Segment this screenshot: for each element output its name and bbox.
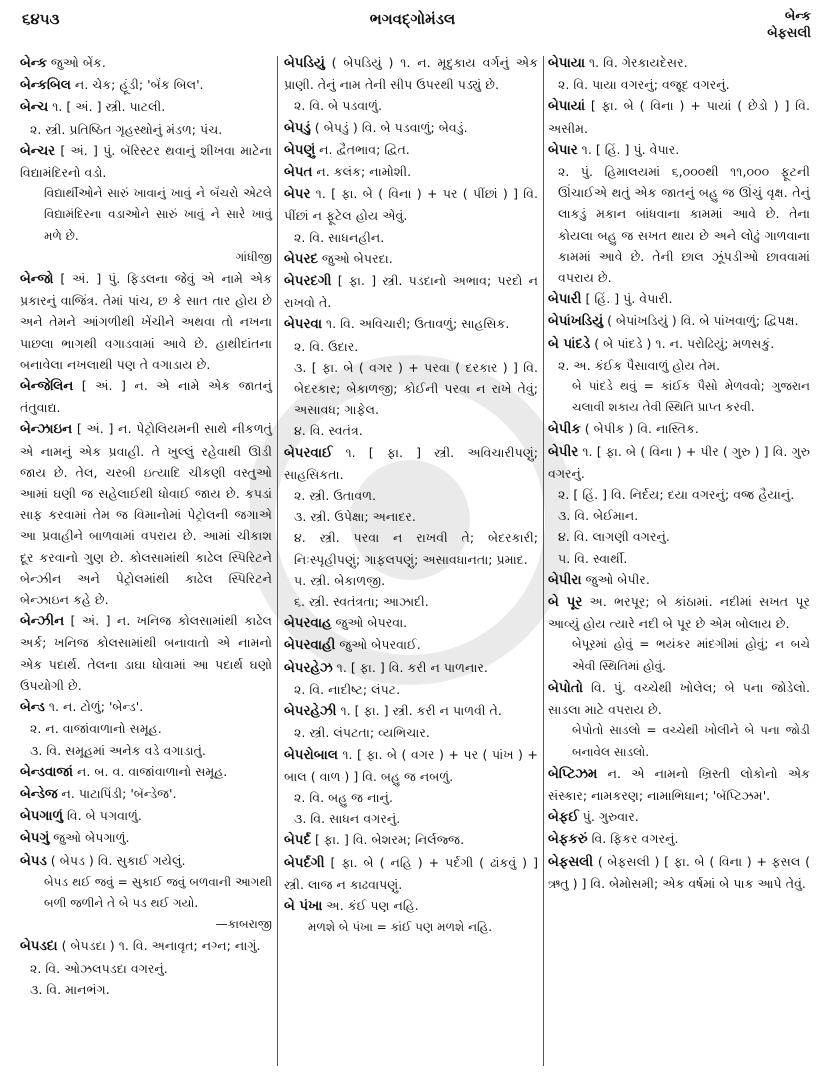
- headword: બેપરોબાલ: [284, 747, 338, 763]
- page-number: ૬૪૫૩: [22, 10, 60, 28]
- definition-text: ૧. [ હિં. ] પું. વેપાર.: [577, 141, 680, 157]
- headword: બેપરવાહી: [284, 638, 336, 654]
- definition-text: [ અં. ] ન. એ નામે એક જાતનું તંતુવાદ્ય.: [20, 378, 272, 416]
- sub-sense: [20, 740, 272, 761]
- dictionary-entry: [20, 610, 272, 696]
- dictionary-entry: [548, 569, 810, 591]
- definition-text: બેપડ થઈ જવું = સુકાઈ જવું બળવાની આગથી બળી જળીને તે બે પડ થઈ ગયો.: [44, 874, 272, 910]
- dictionary-entry: [284, 313, 538, 335]
- headword: બેપડિયું: [284, 56, 325, 71]
- headword: બેપત: [284, 165, 313, 181]
- sub-sense: [548, 74, 810, 95]
- definition-text: ૧. [ ફા. ] સ્ત્રી. અવિચારીપણું; સાહસિકતા.: [284, 444, 538, 482]
- dictionary-entry: [20, 850, 272, 872]
- dictionary-entry: [20, 140, 272, 183]
- headword: બેપાયા: [548, 56, 585, 71]
- definition-text: ૧. વિ. ગેરકાયદેસર.: [584, 55, 688, 70]
- quote-source: —કાબરાજી: [215, 917, 272, 932]
- definition-text: ન. બ. વ. વાજાંવાળાનો સમૂહ.: [73, 763, 228, 779]
- dictionary-entry: [284, 161, 538, 183]
- usage-example: [548, 720, 810, 762]
- column-divider: [277, 56, 278, 1066]
- dictionary-entry: [20, 74, 272, 96]
- headword: બેપીર: [548, 444, 579, 460]
- dictionary-entry: [284, 248, 538, 270]
- definition-text: ૨. વિ. બહુ જ નાનું.: [294, 789, 393, 805]
- definition-text: ૨. પું. હિમાલયમાં ૬,૦૦૦થી ૧૧,૦૦૦ ફૂટની ઊંચાઈએ થતું એક જાતનું બહુ જ ઊંચું વૃક્ષ. તેનું લાકડું મકાન બાંધવાના કામમાં આવે છે. તેના કોયલા બહુ જ સખત થાય છે અને લોઢું ગાળવાના કામમાં આવે છે. તેની છાલ ઝૂંપડીઓ છાવવામાં વપરાય છે.: [558, 164, 810, 286]
- dictionary-column-1: [20, 52, 272, 1000]
- headword: બેપીક: [548, 422, 581, 438]
- definition-text: અ. કંઈ પણ નહિ.: [322, 897, 419, 913]
- definition-text: ૧. [ ફા. ] સ્ત્રી. કરી ન પાળવી તે.: [336, 703, 502, 719]
- definition-text: વિદ્યાર્થીઓને સારું ખાવાનું ખાવું ને બૅંચરો એટલે વિદ્યામંદિરના વડાઓને સારું ખાવું ને સારે ખાવું મળે છે.: [44, 186, 272, 243]
- dictionary-entry: [548, 851, 810, 894]
- dictionary-entry: [548, 310, 810, 332]
- definition-text: ૨. સ્ત્રી. લંપટતા; વ્યભિચાર.: [294, 725, 430, 741]
- usage-example: [548, 634, 810, 676]
- definition-text: બેપોતો સાડલો = વચ્ચેથી ખોલીને બે પના જોડી બનાવેલ સાડલો.: [572, 723, 810, 759]
- dictionary-entry: [284, 270, 538, 313]
- headword: બેપડ: [20, 853, 47, 869]
- quote-source: ગાંધીજી: [235, 249, 272, 264]
- definition-text: [ ફા. ] વિ. બેશરમ; નિર્લજ્જ.: [310, 832, 465, 848]
- headword: બેન્ઝાઇન: [20, 422, 73, 438]
- sub-sense: [284, 420, 538, 441]
- dictionary-entry: [548, 52, 810, 74]
- headword: બેપર્દ: [284, 833, 311, 849]
- headword: બેપીરા: [548, 572, 582, 588]
- definition-text: ૩. વિ. માનભંગ.: [30, 981, 110, 997]
- definition-text: બે પાંદડે થવું = કાંઈક પૈસો મેળવવો; ગુજરાન ચલાવી શકાય તેવી સ્થિતિ પ્રાપ્ત કરવી.: [572, 379, 810, 415]
- definition-text: ન. પાટાપિંડી; 'બૅન્ડેજ'.: [57, 785, 177, 801]
- headword: બેન્જેલિન: [20, 379, 74, 395]
- dictionary-column-2: [284, 52, 538, 938]
- dictionary-entry: [284, 183, 538, 226]
- dictionary-entry: [284, 52, 538, 95]
- sub-sense: [548, 161, 810, 288]
- dictionary-entry: [20, 805, 272, 827]
- definition-text: ૧. [ ફા. બે ( વગર ) + પર ( પાંખ ) + બાલ ( વાળ ) ] વિ. બહુ જ નબળું.: [284, 746, 538, 784]
- sub-sense: [20, 718, 272, 739]
- dictionary-entry: [284, 442, 538, 485]
- headword: બેન્ચર: [20, 143, 56, 159]
- definition-text: અ. ભરપૂર; બે કાંઠામાં. નદીમાં સખત પૂર આવ્યું હોય ત્યારે નદી બે પૂર છે એમ બોલાય છે.: [548, 594, 810, 632]
- sub-sense: [548, 505, 810, 526]
- sub-sense: [284, 570, 538, 591]
- definition-text: વિ. પું. વચ્ચેથી ખોલેલ; બે પના જોડેલો. સાડલા માટે વપરાય છે.: [548, 679, 810, 718]
- definition-text: [ ફા. બે ( વિના ) + પાયાં ( છેડો ) ] વિ. અસીમ.: [548, 98, 810, 136]
- dictionary-entry: [20, 696, 272, 718]
- headword: બેન્ચ: [20, 100, 49, 116]
- dictionary-entry: [548, 763, 810, 806]
- definition-text: ૧. [ અં. ] સ્ત્રી. પાટલી.: [48, 99, 166, 115]
- definition-text: ૩. [ ફા. બે ( વગર ) + પરવા ( દરકાર ) ] વિ. બેદરકાર; બેકાળજી; કોઈની પરવા ન રાખે તેવું; અસાવધ; ગાફેલ.: [294, 359, 538, 418]
- definition-text: ( બેપડદા ) ૧. વિ. અનાવૃત; નગ્ન; નાગું.: [57, 938, 261, 954]
- sub-sense: [284, 336, 538, 357]
- definition-text: ૫. વિ. સ્વાર્થી.: [558, 550, 628, 566]
- definition-text: ૨. વિ. સાધનહીન.: [294, 229, 385, 245]
- usage-example: [20, 872, 272, 936]
- definition-text: જુઓ બેંક.: [46, 55, 106, 70]
- headword: બેપારી: [548, 292, 582, 308]
- dictionary-entry: [284, 700, 538, 722]
- definition-text: ૨. વિ. ઉદાર.: [294, 338, 359, 354]
- definition-text: ( બેફસલી ) [ ફા. બે ( વિના ) + ફસલ ( ઋતુ ) ] વિ. બેમોસમી; એક વર્ષમાં બે પાક આપે તેવું.: [548, 853, 810, 891]
- definition-text: ૨. વિ. બે પડવાળું.: [294, 98, 383, 114]
- sub-sense: [284, 808, 538, 829]
- dictionary-entry: [548, 441, 810, 484]
- definition-text: ૨. વિ. નાદીષ્ટ; લંપટ.: [294, 681, 401, 697]
- definition-text: બેપૂરમાં હોવું = ભયંકર માંદગીમાં હોવું; ન બચે એવી સ્થિતિમાં હોવું.: [572, 637, 810, 673]
- dictionary-entry: [548, 806, 810, 828]
- dictionary-entry: [548, 288, 810, 310]
- headword: બેપરદ: [284, 251, 318, 267]
- headword: બેપરવા: [284, 317, 322, 333]
- dictionary-entry: [20, 418, 272, 610]
- headword: બેફકરું: [548, 832, 588, 848]
- headword: બેન્ડ: [20, 700, 45, 716]
- definition-text: ન. કલંક; નામોશી.: [312, 164, 412, 180]
- sub-sense: [284, 679, 538, 700]
- headword: બેન્કબિલ: [20, 78, 71, 94]
- definition-text: ૧. [ ફા. બે ( વિના ) + પીર ( ગુરુ ) ] વિ. ગુરુ વગરનું.: [548, 443, 810, 481]
- headword: બેપોતો: [548, 680, 584, 696]
- dictionary-entry: [284, 895, 538, 917]
- definition-text: ૪. વિ. લાગણી વગરનું.: [558, 529, 670, 545]
- definition-text: ૪. વિ. સ્વતંત્ર.: [294, 423, 363, 439]
- definition-text: ( બેપીક ) વિ. નાસ્તિક.: [580, 421, 699, 437]
- definition-text: વિ. બે પગવાળું.: [62, 808, 142, 824]
- dictionary-entry: [284, 744, 538, 787]
- sub-sense: [284, 485, 538, 506]
- headword: બેફઈ: [548, 810, 579, 826]
- sub-sense: [548, 548, 810, 569]
- definition-text: જુઓ બેપરવા.: [331, 615, 408, 631]
- headword: બેપણું: [284, 142, 316, 158]
- usage-example: [284, 917, 538, 938]
- headword: બેપર્દગી: [284, 855, 325, 871]
- headword: બેન્ઝીન: [20, 614, 65, 630]
- headword: બે પંખા: [284, 898, 323, 914]
- headword: બેપડદા: [20, 939, 58, 955]
- headword: બેપાર: [548, 142, 578, 158]
- definition-text: [ હિં. ] પું. વેપારી.: [581, 291, 673, 307]
- definition-text: ( બે પાંદડે ) ૧. ન. પરોઢિયું; મળસકું.: [590, 335, 775, 351]
- sub-sense: [284, 95, 538, 116]
- definition-text: ૨. ન. વાજાંવાળાનો સમૂહ.: [30, 721, 162, 737]
- guide-words: [767, 8, 811, 42]
- definition-text: પું. ગુરુવાર.: [578, 809, 639, 825]
- dictionary-entry: [548, 333, 810, 355]
- column-divider: [543, 56, 544, 1066]
- dictionary-entry: [548, 95, 810, 138]
- definition-text: [ અં. ] ન. પેટ્રોલિયમની સાથે નીકળતું એ નામનું એક પ્રવાહી. તે ખુલ્લું રહેવાથી ઊડી જાય છે. તેલ, ચરબી ઇત્યાદિ ચીકણી વસ્તુઓ આમાં ઘણી જ સહેલાઈથી ધોવાઈ જાય છે. કપડાં સાફ કરવામાં તેમ જ વિમાનોમાં પેટ્રોલની જગાએ આ પ્રવાહીને બાળવામાં વપરાય છે. આમાં ચીકાશ દૂર કરવાનો ગુણ છે. કોલસામાંથી કાઢેલ સ્પિરિટને બેન્ઝીન અને પેટ્રોલમાંથી કાઢેલ સ્પિરિટને બેન્ઝાઇન કહે છે.: [20, 421, 272, 608]
- sub-sense: [20, 119, 272, 140]
- dictionary-entry: [284, 829, 538, 851]
- dictionary-column-3: [548, 52, 810, 894]
- usage-example: [20, 183, 272, 268]
- dictionary-entry: [20, 761, 272, 783]
- definition-text: ન. એ નામનો ખ્રિસ્તી લોકોનો એક સંસ્કાર; નામકરણ; નામાભિધાન; 'બૅપ્ટિઝમ'.: [548, 765, 810, 803]
- headword: બેપાયાં: [548, 99, 585, 115]
- headword: બેપગું: [20, 831, 50, 847]
- definition-text: ૩. સ્ત્રી. ઉપેક્ષા; અનાદર.: [294, 509, 416, 525]
- definition-text: ૨. વિ. ઓઝલપડદા વગરનું.: [30, 960, 168, 976]
- headword: બેપરહેઝી: [284, 704, 337, 720]
- sub-sense: [284, 722, 538, 743]
- definition-text: [ અં. ] પું. ફિડલના જેવું એ નામે એક પ્રકારનું વાજિંત્ર. તેમાં પાંચ, છ કે સાત તાર હોય છે અને તેમને આંગળીથી ખેંચીને અથવા તો નખના પાછલા ભાગથી વગાડવામાં આવે છે. હાથીદાંતના બનાવેલા નખલાથી પણ તે વગાડાય છે.: [20, 271, 272, 372]
- headword: બેન્ક: [20, 56, 47, 71]
- definition-text: જુઓ બેપગાળું.: [49, 830, 130, 846]
- definition-text: ( બેપડું ) વિ. બે પડવાળું; બેવડું.: [310, 119, 468, 135]
- dictionary-entry: [20, 935, 272, 957]
- dictionary-entry: [284, 852, 538, 895]
- dictionary-entry: [20, 827, 272, 849]
- dictionary-entry: [20, 268, 272, 375]
- dictionary-entry: [548, 418, 810, 440]
- sub-sense: [548, 526, 810, 547]
- definition-text: ૩. વિ. બેઈમાન.: [558, 508, 639, 524]
- guide-word-last: બેફસલી: [767, 26, 811, 41]
- definition-text: જુઓ બેપરવાઈ.: [335, 637, 421, 653]
- sub-sense: [548, 355, 810, 376]
- sub-sense: [284, 357, 538, 421]
- dictionary-entry: [548, 591, 810, 634]
- definition-text: [ ફા. બે ( નહિ ) + પર્દગી ( ઢાંકવું ) ] સ્ત્રી. લાજ ન કાઢવાપણું.: [284, 854, 538, 892]
- dictionary-entry: [284, 634, 538, 656]
- definition-text: ૧. [ ફા. બે ( વિના ) + પર ( પીંછાં ) ] વિ. પીંછાં ન ફૂટેલ હોય એવું.: [284, 186, 538, 224]
- definition-text: ૧. ન. ટોળું; 'બેન્ડ'.: [44, 699, 144, 715]
- definition-text: ૨. સ્ત્રી. ઉતાવળ.: [294, 488, 377, 504]
- guide-word-first: બેન્ક: [784, 9, 811, 24]
- sub-sense: [284, 227, 538, 248]
- headword: બેપર: [284, 187, 311, 203]
- dictionary-entry: [548, 828, 810, 850]
- definition-text: [ અં. ] ન. ખનિજ કોલસામાંથી કાઢેલ અર્ક; ખનિજ કોલસામાંથી બનાવાતો એ નામનો એક પદાર્થ. તેલના ડાઘા ધોવામાં આ પદાર્થ ઘણો ઉપયોગી છે.: [20, 613, 272, 693]
- definition-text: ન. ચેક; હૂંડી; 'બૅંક બિલ'.: [70, 77, 204, 93]
- definition-text: ૨. વિ. પાયા વગરનું; વજૂદ વગરનું.: [558, 77, 730, 93]
- dictionary-entry: [284, 612, 538, 634]
- dictionary-entry: [284, 117, 538, 139]
- definition-text: મળશે બે પંખા = કાંઈ પણ મળશે નહિ.: [308, 920, 493, 935]
- definition-text: ૨. સ્ત્રી. પ્રતિષ્ઠિત ગૃહસ્થોનું મંડળ; પંચ.: [30, 121, 223, 137]
- definition-text: વિ. ફિકર વગરનું.: [587, 831, 679, 847]
- headword: બેપડું: [284, 120, 311, 136]
- definition-text: ૬. સ્ત્રી. સ્વતંત્રતા; આઝાદી.: [294, 594, 429, 610]
- sub-sense: [284, 527, 538, 569]
- headword: બેપગાળું: [20, 809, 63, 825]
- headword: બેપરદગી: [284, 274, 332, 290]
- dictionary-entry: [284, 139, 538, 161]
- definition-text: ( બેપડ ) વિ. સુકાઈ ગયેલું.: [46, 852, 186, 868]
- page-title: ભગવદ્ગોમંડલ: [369, 10, 456, 28]
- definition-text: ૨. અ. કંઈક પૈસાવાળું હોય તેમ.: [558, 357, 721, 373]
- headword: બે પાંદડે: [548, 336, 591, 352]
- definition-text: ( બેપડિયું ) ૧. ન. મૃદુકાય વર્ગનું એક પ્રાણી. તેનું નામ તેની સીપ ઉપરથી પડ્યું છે.: [284, 55, 538, 93]
- headword: બે પૂર: [548, 595, 583, 611]
- definition-text: ૫. સ્ત્રી. બેકાળજી.: [294, 572, 386, 588]
- headword: બેપરહેઝ: [284, 660, 333, 676]
- sub-sense: [20, 979, 272, 1000]
- sub-sense: [284, 591, 538, 612]
- sub-sense: [20, 958, 272, 979]
- definition-text: ૨. [ હિં. ] વિ. નિર્દય; દયા વગરનું; વજ્ર હૈયાનું.: [558, 487, 795, 503]
- headword: બેપાંખડિયું: [548, 314, 604, 330]
- headword: બેફસલી: [548, 854, 594, 870]
- sub-sense: [284, 787, 538, 808]
- dictionary-entry: [284, 657, 538, 679]
- definition-text: ૪. સ્ત્રી. પરવા ન રાખવી તે; બેદરકારી; નિઃસ્પૃહીપણું; ગાફલપણું; અસાવધાનતા; પ્રમાદ.: [294, 530, 538, 567]
- headword: બેન્જો: [20, 272, 54, 288]
- definition-text: ( બેપાંખડિયું ) વિ. બે પાંખવાળું; દ્વિપક્ષ.: [603, 313, 799, 329]
- dictionary-entry: [20, 96, 272, 118]
- definition-text: [ ફા. ] સ્ત્રી. પડદાનો અભાવ; પરદો ન રાખવો તે.: [284, 273, 538, 311]
- definition-text: ૩. વિ. સાધન વગરનું.: [294, 811, 401, 827]
- definition-text: ૧. વિ. અવિચારી; ઉતાવળું; સાહસિક.: [322, 316, 510, 332]
- definition-text: જુઓ બેપરદા.: [317, 250, 393, 266]
- definition-text: ૩. વિ. સમૂહમાં અનેક વડે વગાડાતું.: [30, 742, 206, 758]
- dictionary-entry: [20, 52, 272, 74]
- usage-example: [548, 376, 810, 418]
- headword: બેપ્ટિઝમ: [548, 766, 598, 782]
- definition-text: [ અં. ] પું. બૅરિસ્ટર થવાનું શીખવા માટેના વિદ્યામંદિરનો વડો.: [20, 142, 272, 181]
- headword: બેન્ડવાજાં: [20, 764, 73, 780]
- definition-text: ન. દ્વૈતભાવ; દ્વિત.: [315, 141, 410, 157]
- sub-sense: [284, 506, 538, 527]
- dictionary-entry: [548, 139, 810, 161]
- headword: બેપરવાઈ: [284, 445, 333, 461]
- dictionary-entry: [20, 783, 272, 805]
- sub-sense: [548, 484, 810, 505]
- dictionary-entry: [548, 677, 810, 720]
- definition-text: ૧. [ ફા. ] વિ. કરી ન પાળનાર.: [332, 659, 488, 675]
- dictionary-entry: [20, 375, 272, 418]
- headword: બેપરવાહ: [284, 616, 332, 632]
- definition-text: જુઓ બેપીર.: [581, 571, 650, 587]
- headword: બેન્ડેજ: [20, 786, 58, 802]
